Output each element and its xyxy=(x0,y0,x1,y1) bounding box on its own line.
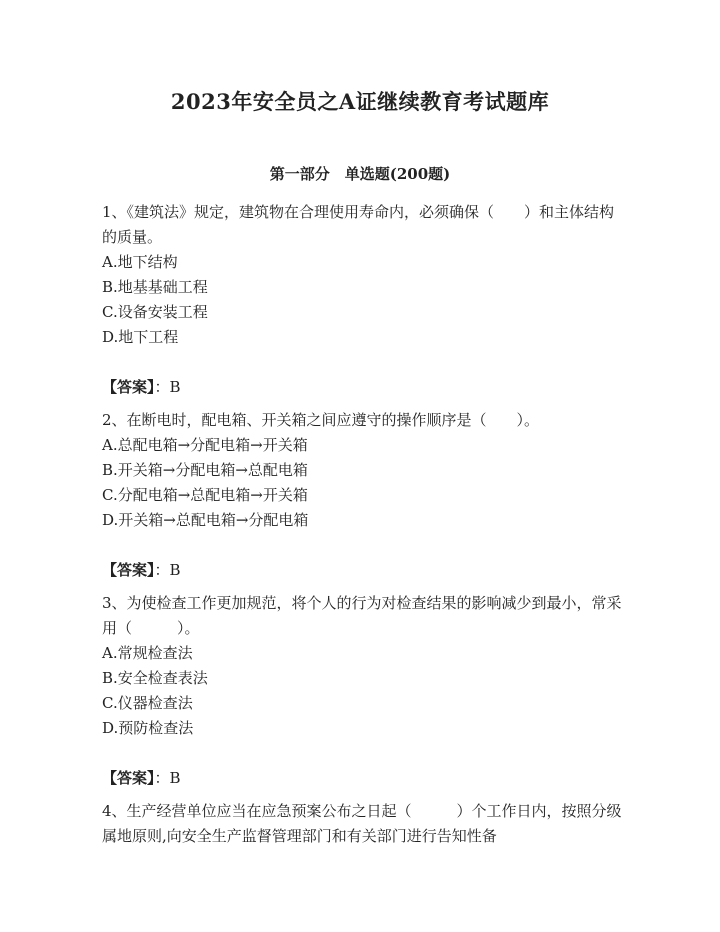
question-stem: 2、在断电时，配电箱、开关箱之间应遵守的操作顺序是（ ）。 xyxy=(102,411,540,429)
section-title: 第一部分 单选题(200题) xyxy=(269,165,451,183)
option-b: B.安全检查表法 xyxy=(102,669,208,687)
document-title: 2023年安全员之A证继续教育考试题库 xyxy=(170,89,550,114)
answer-line xyxy=(102,766,622,791)
option-b: B.开关箱→分配电箱→总配电箱 xyxy=(102,461,308,479)
question-item-4 xyxy=(102,799,622,849)
answer-value: B xyxy=(169,561,181,579)
answer-separator: ： xyxy=(154,378,170,396)
question-item-1 xyxy=(102,200,622,400)
answer-separator: ： xyxy=(154,769,170,787)
option-a: A.常规检查法 xyxy=(102,644,193,662)
option-a: A.总配电箱→分配电箱→开关箱 xyxy=(102,436,308,454)
option-c: C.设备安装工程 xyxy=(102,303,208,321)
answer-value: B xyxy=(169,378,181,396)
option-d: D.预防检查法 xyxy=(102,719,194,737)
option-d: D.开关箱→总配电箱→分配电箱 xyxy=(102,511,309,529)
answer-separator: ： xyxy=(154,561,170,579)
answer-label: 【答案】 xyxy=(102,769,155,787)
question-list xyxy=(102,200,622,849)
option-list xyxy=(102,433,622,533)
option-list xyxy=(102,641,622,741)
question-item-2 xyxy=(102,408,622,583)
option-c: C.分配电箱→总配电箱→开关箱 xyxy=(102,486,308,504)
answer-line xyxy=(102,558,622,583)
option-a: A.地下结构 xyxy=(102,253,178,271)
question-stem: 1、《建筑法》规定，建筑物在合理使用寿命内，必须确保（ ）和主体结构的质量。 xyxy=(102,203,615,246)
answer-label: 【答案】 xyxy=(102,378,155,396)
question-stem: 4、生产经营单位应当在应急预案公布之日起（ ）个工作日内，按照分级属地原则,向安全生产监督管理部门和有关部门进行告知性备 xyxy=(102,802,622,845)
option-b: B.地基基础工程 xyxy=(102,278,208,296)
question-item-3 xyxy=(102,591,622,791)
option-d: D.地下工程 xyxy=(102,328,179,346)
answer-value: B xyxy=(169,769,181,787)
answer-label: 【答案】 xyxy=(102,561,155,579)
option-list xyxy=(102,250,622,350)
answer-line xyxy=(102,375,622,400)
question-stem: 3、为使检查工作更加规范，将个人的行为对检查结果的影响减少到最小，常采用（ ）。 xyxy=(102,594,622,637)
option-c: C.仪器检查法 xyxy=(102,694,193,712)
